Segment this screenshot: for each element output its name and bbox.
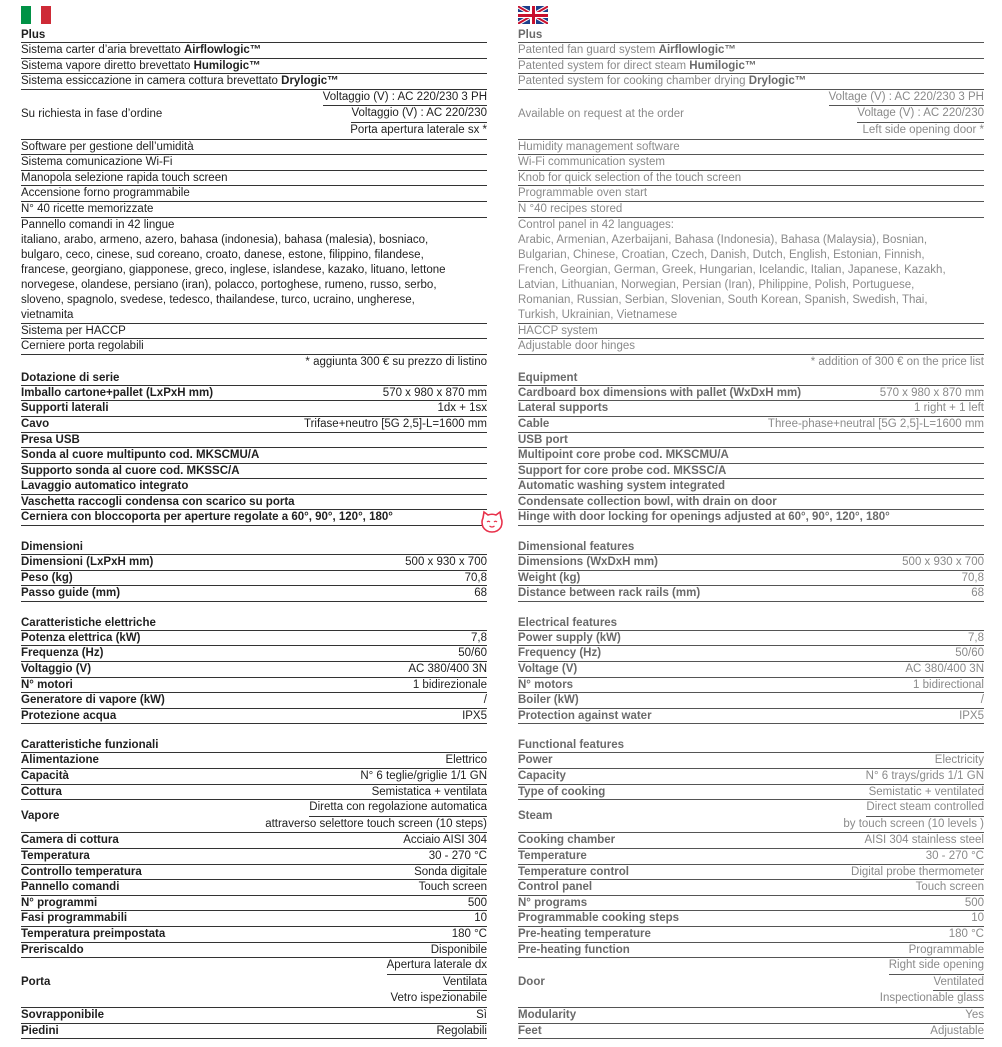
functional-row: Piedini Regolabili	[21, 1024, 487, 1040]
plus-item-wordmark: Humilogic™	[193, 59, 261, 72]
plus-item: Accensione forno programmabile	[21, 186, 487, 202]
electrical-row: N° motori 1 bidirezionale	[21, 678, 487, 694]
equipment-row: Cavo Trifase+neutro [5G 2,5]-L=1600 mm	[21, 417, 487, 433]
electrical-row: Protezione acqua IPX5	[21, 709, 487, 725]
dimension-row: Dimensioni (LxPxH mm) 500 x 930 x 700	[21, 555, 487, 571]
equipment-row: Multipoint core probe cod. MKSCMU/A	[518, 448, 984, 464]
steam-value: attraverso selettore touch screen (10 steps)	[265, 817, 487, 830]
electrical-row: Voltaggio (V) AC 380/400 3N	[21, 662, 487, 678]
equipment-row: Support for core probe cod. MKSSC/A	[518, 464, 984, 480]
functional-row: Temperatura preimpostata 180 °C	[21, 927, 487, 943]
plus-item-text: Sistema carter d’aria brevettato	[21, 44, 184, 56]
plus-title: Plus	[21, 28, 487, 43]
functional-row: Preriscaldo Disponibile	[21, 943, 487, 959]
equipment-title: Dotazione di serie	[21, 371, 487, 386]
electrical-row: N° motors 1 bidirectional	[518, 678, 984, 694]
functional-row: Control panel Touch screen	[518, 880, 984, 896]
steam-value: Direct steam controlled	[866, 800, 984, 817]
plus-item-text: Patented fan guard system	[518, 44, 659, 56]
on-request-value: Voltaggio (V) : AC 220/230 3 PH	[323, 90, 487, 107]
functional-row: Controllo temperatura Sonda digitale	[21, 865, 487, 881]
equipment-row: Supporti laterali 1dx + 1sx	[21, 401, 487, 417]
italian-column	[21, 6, 487, 1039]
plus-item: N °40 recipes stored	[518, 202, 984, 218]
electrical-row: Frequency (Hz) 50/60	[518, 646, 984, 662]
electrical-row: Boiler (kW) /	[518, 693, 984, 709]
plus-item-wordmark: Drylogic™	[281, 75, 339, 88]
on-request-value: Voltage (V) : AC 220/230	[857, 106, 984, 123]
equipment-row: Automatic washing system integrated	[518, 479, 984, 495]
plus-item-text: Patented system for cooking chamber drying	[518, 75, 749, 88]
price-note: * aggiunta 300 € su prezzo di listino	[305, 355, 487, 368]
functional-title: Caratteristiche funzionali	[21, 738, 487, 753]
equipment-row: Condensate collection bowl, with drain on door	[518, 495, 984, 511]
functional-row: Capacità N° 6 teglie/griglie 1/1 GN	[21, 769, 487, 785]
equipment-row: Presa USB	[21, 433, 487, 449]
functional-row: Alimentazione Elettrico	[21, 753, 487, 769]
functional-row: Type of cooking Semistatic + ventilated	[518, 785, 984, 801]
functional-title: Functional features	[518, 738, 984, 753]
door-value: Ventilata	[443, 975, 487, 992]
plus-item-text: Sistema vapore diretto brevettato	[21, 59, 194, 72]
plus-item	[518, 74, 984, 90]
plus-item	[21, 74, 487, 90]
dimension-row: Weight (kg) 70,8	[518, 571, 984, 587]
dimension-row: Dimensions (WxDxH mm) 500 x 930 x 700	[518, 555, 984, 571]
plus-item: Software per gestione dell’umidità	[21, 140, 487, 156]
functional-row: Pre-heating function Programmable	[518, 943, 984, 959]
electrical-row: Voltage (V) AC 380/400 3N	[518, 662, 984, 678]
functional-row: Feet Adjustable	[518, 1024, 984, 1040]
door-value: Inspectionable glass	[879, 992, 984, 1005]
languages-block: Pannello comandi in 42 lingue italiano, arabo, armeno, azero, bahasa (indonesia), bahasa (malesia), bosniaco, bulgaro, ceco, cinese, sud coreano, croato, danese, estone, filippino, filandese, francese, georgiano, giapponese, greco, inglese, islandese, kazako, lituano, lettone norvegese, olandese, persiano (iran), polacco, portoghese, rumeno, russo, serbo, sloveno, spagnolo, svedese, tedesco, thailandese, turco, ucraino, ungherese, vietnamita	[21, 218, 487, 324]
languages-line: vietnamita	[21, 308, 74, 321]
italy-flag-icon	[21, 6, 51, 24]
functional-row: Temperature control Digital probe thermometer	[518, 865, 984, 881]
functional-row: Sovrapponibile Sì	[21, 1008, 487, 1024]
on-request-row: Available on request at the order Voltage (V) : AC 220/230 3 PH Voltage (V) : AC 220/230 Left side opening door *	[518, 90, 984, 140]
functional-row: Temperatura 30 - 270 °C	[21, 849, 487, 865]
plus-item: HACCP system	[518, 324, 984, 340]
electrical-row: Power supply (kW) 7,8	[518, 631, 984, 647]
equipment-row: Cerniera con bloccoporta per aperture regolate a 60°, 90°, 120°, 180°	[21, 510, 487, 526]
steam-value: by touch screen (10 levels )	[843, 817, 984, 830]
languages-line: francese, georgiano, giapponese, greco, inglese, islandese, kazako, lituano, lettone	[21, 263, 446, 276]
functional-row: N° programmi 500	[21, 896, 487, 912]
on-request-value: Porta apertura laterale sx *	[350, 123, 487, 136]
equipment-row: Hinge with door locking for openings adjusted at 60°, 90°, 120°, 180°	[518, 510, 984, 526]
electrical-row: Potenza elettrica (kW) 7,8	[21, 631, 487, 647]
electrical-row: Protection against water IPX5	[518, 709, 984, 725]
plus-item-wordmark: Airflowlogic™	[658, 44, 736, 56]
plus-item-wordmark: Airflowlogic™	[184, 44, 262, 56]
equipment-row: Supporto sonda al cuore cod. MKSSC/A	[21, 464, 487, 480]
languages-line: norvegese, olandese, persiano (iran), polacco, portoghese, rumeno, russo, serbo,	[21, 278, 437, 291]
functional-row: Pannello comandi Touch screen	[21, 880, 487, 896]
equipment-title: Equipment	[518, 371, 984, 386]
door-value: Vetro ispezionabile	[390, 992, 487, 1005]
languages-line: bulgaro, ceco, cinese, sud coreano, croato, danese, estone, filippino, filandese,	[21, 248, 424, 261]
plus-item: Wi-Fi communication system	[518, 155, 984, 171]
equipment-row: USB port	[518, 433, 984, 449]
languages-block: Control panel in 42 languages: Arabic, Armenian, Azerbaijani, Bahasa (Indonesia), Bahasa (Malaysia), Bosnian, Bulgarian, Chinese, Croatian, Czech, Danish, Dutch, English, Estonian, Finnish, French, Georgian, German, Greek, Hungarian, Icelandic, Italian, Japanese, Kazakh, Latvian, Lithuanian, Norwegian, Persian (Iran), Philippine, Polish, Portuguese, Romanian, Russian, Serbian, Slovenian, South Korean, Spanish, Swedish, Thai, Turkish, Ukrainian, Vietnamese	[518, 218, 984, 324]
functional-row: Cooking chamber AISI 304 stainless steel	[518, 833, 984, 849]
plus-item-text: Patented system for direct steam	[518, 59, 690, 72]
plus-item: N° 40 ricette memorizzate	[21, 202, 487, 218]
equipment-row: Vaschetta raccogli condensa con scarico su porta	[21, 495, 487, 511]
languages-line: Arabic, Armenian, Azerbaijani, Bahasa (Indonesia), Bahasa (Malaysia), Bosnian,	[518, 233, 928, 246]
languages-line: Turkish, Ukrainian, Vietnamese	[518, 308, 678, 321]
plus-item	[518, 59, 984, 75]
functional-row: N° programs 500	[518, 896, 984, 912]
plus-item	[21, 43, 487, 59]
functional-row: Capacity N° 6 trays/grids 1/1 GN	[518, 769, 984, 785]
equipment-row: Cable Three-phase+neutral [5G 2,5]-L=1600 mm	[518, 417, 984, 433]
equipment-row: Cardboard box dimensions with pallet (WxDxH mm) 570 x 980 x 870 mm	[518, 386, 984, 402]
english-column	[518, 6, 984, 1039]
door-value: Apertura laterale dx	[387, 958, 487, 975]
plus-item: Humidity management software	[518, 140, 984, 156]
languages-line: Bulgarian, Chinese, Croatian, Czech, Danish, Dutch, English, Estonian, Finnish,	[518, 248, 925, 261]
plus-title: Plus	[518, 28, 984, 43]
door-value: Ventilated	[933, 975, 984, 992]
dimension-row: Distance between rack rails (mm) 68	[518, 586, 984, 602]
plus-item-wordmark: Humilogic™	[689, 59, 757, 72]
steam-row: Vapore Diretta con regolazione automatica attraverso selettore touch screen (10 steps)	[21, 800, 487, 833]
plus-item: Sistema comunicazione Wi-Fi	[21, 155, 487, 171]
uk-flag-icon	[518, 6, 548, 24]
dimension-row: Peso (kg) 70,8	[21, 571, 487, 587]
electrical-title: Electrical features	[518, 616, 984, 631]
plus-item: Adjustable door hinges	[518, 339, 984, 355]
languages-line: Romanian, Russian, Serbian, Slovenian, South Korean, Spanish, Swedish, Thai,	[518, 293, 928, 306]
languages-line: French, Georgian, German, Greek, Hungarian, Icelandic, Italian, Japanese, Kazakh,	[518, 263, 946, 276]
plus-item: Knob for quick selection of the touch screen	[518, 171, 984, 187]
plus-item: Sistema per HACCP	[21, 324, 487, 340]
door-row: Porta Apertura laterale dx Ventilata Vetro ispezionabile	[21, 958, 487, 1008]
languages-line: sloveno, spagnolo, svedese, tedesco, thailandese, turco, ucraino, ungherese,	[21, 293, 415, 306]
equipment-row: Sonda al cuore multipunto cod. MKSCMU/A	[21, 448, 487, 464]
plus-item: Cerniere porta regolabili	[21, 339, 487, 355]
languages-line: Latvian, Lithuanian, Norwegian, Persian (Iran), Philippine, Polish, Portuguese,	[518, 278, 915, 291]
languages-line: italiano, arabo, armeno, azero, bahasa (indonesia), bahasa (malesia), bosniaco,	[21, 233, 429, 246]
electrical-title: Caratteristiche elettriche	[21, 616, 487, 631]
dimension-row: Passo guide (mm) 68	[21, 586, 487, 602]
functional-row: Modularity Yes	[518, 1008, 984, 1024]
functional-row: Fasi programmabili 10	[21, 911, 487, 927]
plus-item	[21, 59, 487, 75]
dimensions-title: Dimensioni	[21, 540, 487, 555]
door-value: Right side opening	[889, 958, 984, 975]
cat-badge-icon	[479, 509, 505, 535]
functional-row: Camera di cottura Acciaio AISI 304	[21, 833, 487, 849]
equipment-row: Imballo cartone+pallet (LxPxH mm) 570 x 980 x 870 mm	[21, 386, 487, 402]
steam-row: Steam Direct steam controlled by touch screen (10 levels )	[518, 800, 984, 833]
functional-row: Programmable cooking steps 10	[518, 911, 984, 927]
functional-row: Temperature 30 - 270 °C	[518, 849, 984, 865]
functional-row: Cottura Semistatica + ventilata	[21, 785, 487, 801]
functional-row: Pre-heating temperature 180 °C	[518, 927, 984, 943]
price-note: * addition of 300 € on the price list	[810, 355, 984, 368]
plus-item: Manopola selezione rapida touch screen	[21, 171, 487, 187]
door-row: Door Right side opening Ventilated Inspectionable glass	[518, 958, 984, 1008]
electrical-row: Frequenza (Hz) 50/60	[21, 646, 487, 662]
plus-item-text: Sistema essiccazione in camera cottura brevettato	[21, 75, 282, 88]
plus-item-wordmark: Drylogic™	[748, 75, 807, 88]
on-request-value: Left side opening door *	[862, 123, 984, 136]
on-request-value: Voltage (V) : AC 220/230 3 PH	[829, 90, 984, 107]
dimensions-title: Dimensional features	[518, 540, 984, 555]
electrical-row: Generatore di vapore (kW) /	[21, 693, 487, 709]
equipment-row: Lateral supports 1 right + 1 left	[518, 401, 984, 417]
equipment-row: Lavaggio automatico integrato	[21, 479, 487, 495]
functional-row: Power Electricity	[518, 753, 984, 769]
plus-item	[518, 43, 984, 59]
steam-value: Diretta con regolazione automatica	[309, 800, 487, 817]
plus-item: Programmable oven start	[518, 186, 984, 202]
on-request-row: Su richiesta in fase d’ordine Voltaggio (V) : AC 220/230 3 PH Voltaggio (V) : AC 220/230 Porta apertura laterale sx *	[21, 90, 487, 140]
on-request-value: Voltaggio (V) : AC 220/230	[351, 106, 487, 123]
